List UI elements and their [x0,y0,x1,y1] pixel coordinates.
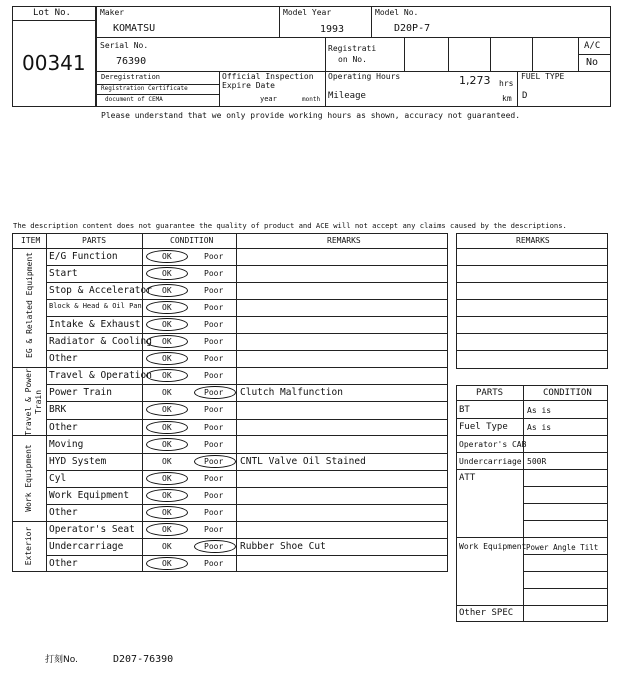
right-parts-header: PARTS [476,388,504,398]
selection-circle [146,318,188,331]
remarks-header: REMARKS [327,236,361,245]
registration-no-label-1: Registrati [328,44,377,53]
condition-header: CONDITION [170,236,214,245]
selection-circle [146,421,188,434]
selection-circle [146,267,188,280]
right-part-bt: BT [459,405,470,415]
ok-option: OK [162,440,172,449]
part-label: Work Equipment [49,490,130,501]
poor-option: Poor [204,559,224,568]
deregistration-label: Deregistration [101,73,161,81]
ok-option: OK [162,423,172,432]
selection-circle [194,455,236,468]
selection-circle [146,301,188,314]
part-label: BRK [49,404,67,415]
ok-option: OK [162,354,172,363]
remark-text: Clutch Malfunction [240,387,343,398]
part-label: Travel & Operation [49,370,152,381]
right-remarks-header: REMARKS [516,236,550,245]
right-remarks-frame [456,233,608,369]
ok-option: OK [162,252,172,261]
selection-circle [146,557,188,570]
right-cond-fuel-type: As is [527,423,552,432]
selection-circle [146,438,188,451]
part-label: Intake & Exhaust [49,319,141,330]
official-inspection-label-1: Official Inspection [222,72,314,81]
right-part-other-spec: Other SPEC [459,608,514,618]
ok-option: OK [162,388,172,397]
serial-no-label: Serial No. [100,41,149,50]
poor-option: Poor [204,252,224,261]
maker-label: Maker [100,8,125,17]
part-label: Power Train [49,387,112,398]
group-exterior: Exterior [24,526,33,566]
remark-text: Rubber Shoe Cut [240,541,326,552]
right-part-fuel-type: Fuel Type [459,422,508,432]
part-label: Operator's Seat [49,524,135,535]
group-travel-power-train-2: Train [34,389,43,415]
registration-no-label-2: on No. [338,55,367,64]
selection-circle [146,284,188,297]
selection-circle [194,540,236,553]
lot-no-label: Lot No. [33,8,71,18]
group-eg-related-equipment: EG & Related Equipment [25,252,34,358]
ok-option: OK [162,508,172,517]
part-label: HYD System [49,456,107,467]
ok-option: OK [162,303,172,312]
part-label: Other [49,422,78,433]
poor-option: Poor [204,286,224,295]
selection-circle [146,403,188,416]
group-travel-power-train-1: Travel & Power [24,368,33,436]
ok-option: OK [162,269,172,278]
model-no-label: Model No. [375,8,419,17]
hours-note: Please understand that we only provide working hours as shown, accuracy not guaranteed. [101,111,521,120]
selection-circle [146,352,188,365]
right-part-operator-cab: Operator's CAB [459,440,527,449]
poor-option: Poor [204,474,224,483]
part-label: Other [49,353,78,364]
poor-option: Poor [204,405,224,414]
poor-option: Poor [204,457,224,466]
part-label: Start [49,268,78,279]
description-note: The description content does not guarantee the quality of product and ACE will not accept any claims caused by the descriptions. [13,221,567,230]
ok-option: OK [162,405,172,414]
part-label: Other [49,558,78,569]
mileage-label: Mileage [328,91,366,101]
poor-option: Poor [204,320,224,329]
part-label: Undercarriage [49,541,124,552]
part-label: Radiator & Cooling [49,336,152,347]
poor-option: Poor [204,337,224,346]
model-no-value: D20P-7 [394,23,431,34]
stamp-label: 打刻No. [45,655,78,665]
document-cema-label: document of CEMA [105,96,163,103]
poor-option: Poor [204,423,224,432]
selection-circle [146,523,188,536]
ok-option: OK [162,491,172,500]
right-cond-bt: As is [527,406,552,415]
poor-option: Poor [204,354,224,363]
year-label: year [260,95,277,103]
poor-option: Poor [204,542,224,551]
fuel-type-label: FUEL TYPE [521,72,565,81]
poor-option: Poor [204,269,224,278]
part-label: Other [49,507,78,518]
part-label: Stop & Accelerator [49,285,152,296]
right-part-undercarriage: Undercarriage [459,457,522,466]
ok-option: OK [162,542,172,551]
poor-option: Poor [204,303,224,312]
registration-certificate-label: Registration Certificate [101,85,188,92]
official-inspection-label-2: Expire Date [222,81,275,90]
poor-option: Poor [204,525,224,534]
ok-option: OK [162,474,172,483]
km-unit: km [502,94,512,103]
part-label: Cyl [49,473,67,484]
right-condition-header: CONDITION [543,388,592,398]
remark-text: CNTL Valve Oil Stained [240,456,366,467]
operating-hours-label: Operating Hours [328,72,401,81]
ac-label: A/C [584,41,601,51]
ok-option: OK [162,337,172,346]
poor-option: Poor [204,388,224,397]
selection-circle [146,506,188,519]
ok-option: OK [162,525,172,534]
selection-circle [146,335,188,348]
group-work-equipment: Work Equipment [24,444,33,512]
ok-option: OK [162,320,172,329]
parts-header: PARTS [82,236,107,245]
operating-hours-value: 1,273 [459,74,491,87]
right-cond-work-equipment: Power Angle Tilt [526,543,599,552]
part-label: E/G Function [49,251,118,262]
right-cond-undercarriage: 500R [527,457,547,466]
fuel-type-value: D [522,91,528,101]
ok-option: OK [162,559,172,568]
selection-circle [194,386,236,399]
selection-circle [146,472,188,485]
month-label: month [302,96,321,103]
serial-no-value: 76390 [116,56,147,67]
poor-option: Poor [204,440,224,449]
ok-option: OK [162,371,172,380]
selection-circle [146,369,188,382]
model-year-label: Model Year [283,8,332,17]
poor-option: Poor [204,508,224,517]
ok-option: OK [162,457,172,466]
hrs-unit: hrs [499,79,514,88]
ac-value: No [586,57,599,68]
stamp-number: D207-76390 [113,654,174,665]
poor-option: Poor [204,491,224,500]
poor-option: Poor [204,371,224,380]
model-year-value: 1993 [320,24,345,35]
right-part-work-equipment: Work Equipment [459,542,527,551]
part-label: Moving [49,439,84,450]
right-part-att: ATT [459,473,476,483]
item-header: ITEM [21,236,41,245]
maker-value: KOMATSU [113,23,156,34]
lot-number: 00341 [22,51,86,75]
selection-circle [146,250,188,263]
ok-option: OK [162,286,172,295]
selection-circle [146,489,188,502]
part-label: Block & Head & Oil Pan [49,302,142,310]
